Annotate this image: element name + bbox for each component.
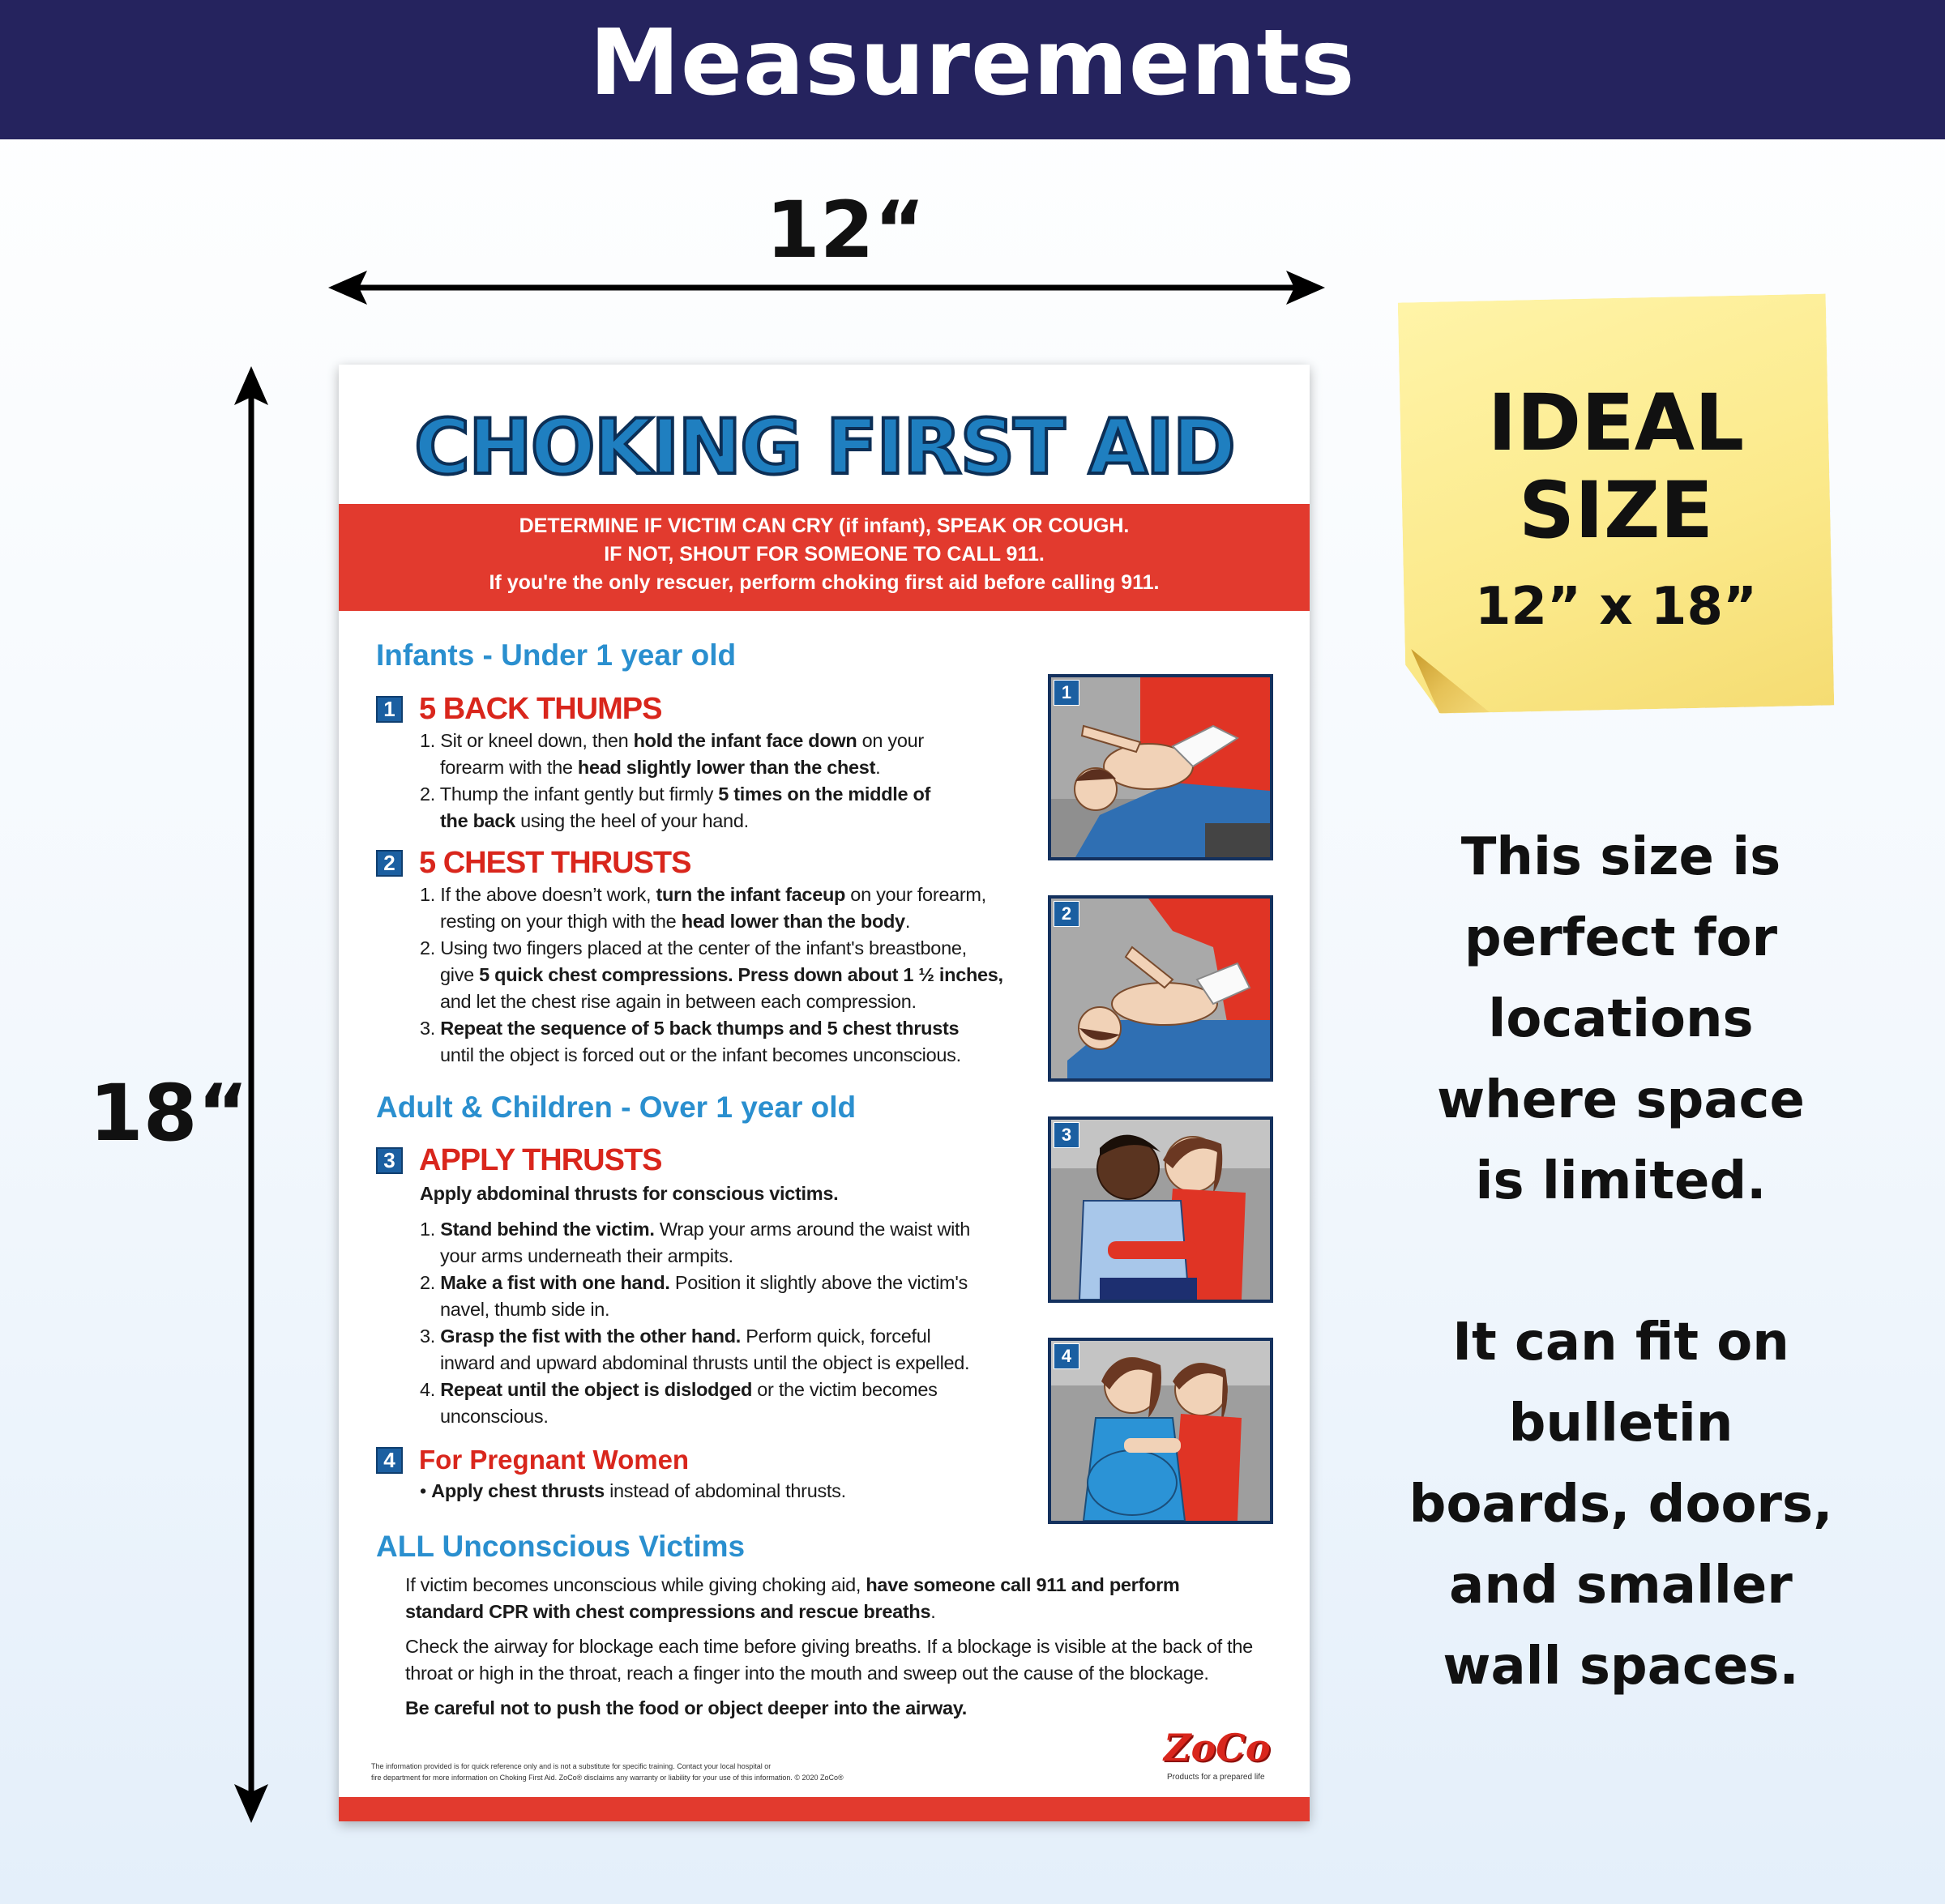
- header-title: Measurements: [589, 11, 1356, 116]
- back-thumps-image: [1051, 677, 1270, 857]
- alert-line: If you're the only rescuer, perform choking first aid before calling 911.: [489, 571, 1160, 594]
- apply-thrusts-subtitle: Apply abdominal thrusts for conscious victims.: [420, 1183, 839, 1204]
- infants-heading: Infants - Under 1 year old: [376, 638, 737, 672]
- ideal-size-value: 12” x 18”: [1474, 577, 1758, 637]
- illustration-number: 4: [1054, 1343, 1079, 1369]
- step-number: 1: [376, 696, 403, 723]
- poster-title: CHOKING FIRST AID: [414, 403, 1234, 492]
- illustration-abdominal-thrusts: [1048, 1116, 1273, 1303]
- step-4-heading: [376, 1445, 689, 1475]
- alert-line: DETERMINE IF VICTIM CAN CRY (if infant), SPEAK OR COUGH.: [519, 514, 1130, 537]
- disclaimer-text: The information provided is for quick reference only and is not a substitute for specific training. Contact your local hospital or fire department for more information on Choking First Aid. ZoCo® disclaims any warranty or liability for your use of this information. © 2020 ZoCo®: [371, 1762, 844, 1782]
- brand-tagline: Products for a prepared life: [1167, 1773, 1265, 1782]
- step-title: For Pregnant Women: [419, 1445, 690, 1475]
- step-2-heading: [376, 846, 690, 881]
- abdominal-thrusts-image: [1051, 1120, 1270, 1300]
- ideal-size-title: IDEAL SIZE: [1487, 378, 1745, 556]
- step-3-heading: [376, 1143, 662, 1178]
- zoco-logo: ZoCo: [1164, 1726, 1271, 1770]
- side-text-paragraph-1: This size is perfect for locations where space is limited.: [1437, 827, 1805, 1211]
- alert-band: [339, 504, 1310, 611]
- step-number: 2: [376, 850, 403, 877]
- poster: [339, 365, 1310, 1821]
- illustration-pregnant-thrusts: [1048, 1338, 1273, 1524]
- height-label: 18“: [89, 1068, 249, 1159]
- unconscious-text: If victim becomes unconscious while giving choking aid, have someone call 911 and perform standard CPR with chest compressions and rescue breaths. Check the airway for blockage each time before giving breaths. If a blockage is visible at the back of the throat or high in the throat, reach a finger into the mouth and sweep out the cause of the blockage. Be careful not to push the food or object deeper into the airway.: [405, 1574, 1253, 1718]
- illustration-number: 3: [1054, 1122, 1079, 1148]
- width-arrow-icon: [328, 267, 1325, 308]
- illustration-number: 1: [1054, 680, 1079, 706]
- step-1-heading: [376, 692, 661, 727]
- step-title: APPLY THRUSTS: [419, 1143, 662, 1177]
- illustration-chest-thrusts: [1048, 895, 1273, 1082]
- step-number: 3: [376, 1147, 403, 1174]
- step-title: 5 BACK THUMPS: [419, 692, 662, 726]
- chest-thrusts-image: [1051, 899, 1270, 1078]
- pregnant-thrusts-image: [1051, 1341, 1270, 1521]
- adults-heading: Adult & Children - Over 1 year old: [376, 1091, 857, 1124]
- width-label: 12“: [766, 185, 925, 275]
- side-text-paragraph-2: It can fit on bulletin boards, doors, and smaller wall spaces.: [1409, 1313, 1833, 1697]
- step-number: 4: [376, 1447, 403, 1474]
- header-bar: [0, 0, 1945, 139]
- illustration-back-thumps: [1048, 674, 1273, 860]
- poster-bottom-strip: [339, 1797, 1310, 1821]
- alert-line: IF NOT, SHOUT FOR SOMEONE TO CALL 911.: [604, 543, 1045, 566]
- back-thumps-text: 1. Sit or kneel down, then hold the infant face down on your forearm with the head slightly lower than the chest. 2. Thump the infant gently but firmly 5 times on the middle of the back using the heel of your hand.: [420, 730, 931, 831]
- step-title: 5 CHEST THRUSTS: [419, 846, 691, 880]
- unconscious-heading: ALL Unconscious Victims: [376, 1530, 746, 1563]
- apply-thrusts-text: 1. Stand behind the victim. Wrap your arms around the waist with your arms underneath their armpits. 2. Make a fist with one hand. Position it slightly above the victim's navel, thumb side in. 3. Grasp the fist with the other hand. Perform quick, forceful inward and upward abdominal thrusts until the object is expelled. 4. Repeat until the object is dislodged or the victim becomes unconscious.: [420, 1219, 971, 1427]
- pregnant-text: • Apply chest thrusts instead of abdominal thrusts.: [420, 1480, 846, 1501]
- illustration-number: 2: [1054, 901, 1079, 927]
- chest-thrusts-text: 1. If the above doesn’t work, turn the infant faceup on your forearm, resting on your thigh with the head lower than the body. 2. Using two fingers placed at the center of the infant's breastbone, give 5 quick chest compressions. Press down about 1 ½ inches, and let the chest rise again in between each compression. 3. Repeat the sequence of 5 back thumps and 5 chest thrusts until the object is forced out or the infant becomes unconscious.: [420, 884, 1003, 1065]
